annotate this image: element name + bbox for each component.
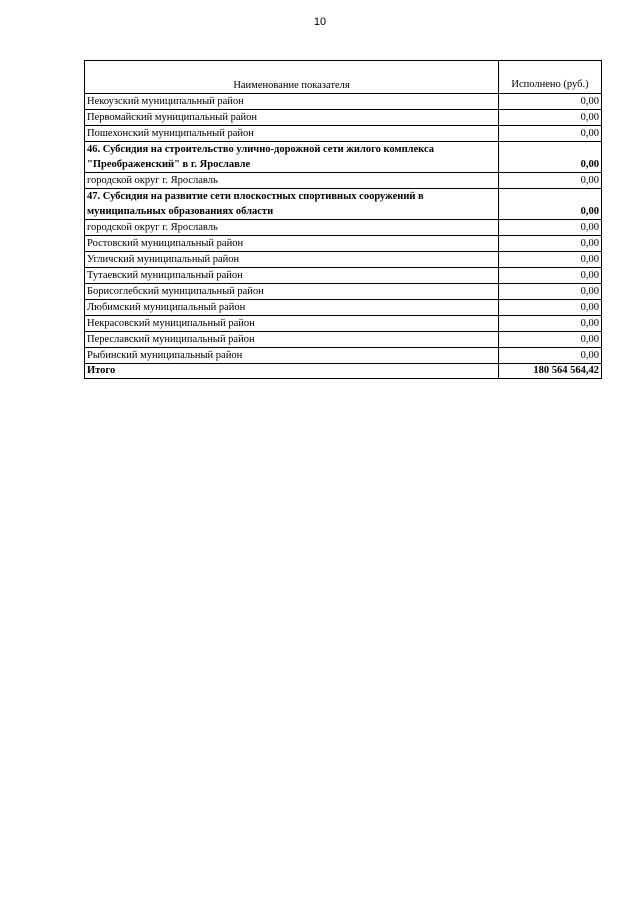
section-amount: 0,00: [499, 142, 602, 173]
row-name: Угличский муниципальный район: [85, 252, 499, 268]
total-amount: 180 564 564,42: [499, 364, 602, 379]
table-row: [85, 316, 602, 332]
table-header-row: [85, 61, 602, 94]
row-amount: 0,00: [499, 284, 602, 300]
report-table: [84, 60, 602, 379]
row-amount: 0,00: [499, 110, 602, 126]
total-row: [85, 364, 602, 379]
table-row: [85, 126, 602, 142]
column-header-name: Наименование показателя: [85, 61, 499, 94]
row-amount: 0,00: [499, 300, 602, 316]
table-row: [85, 284, 602, 300]
row-name: Некрасовский муниципальный район: [85, 316, 499, 332]
row-name: городской округ г. Ярославль: [85, 220, 499, 236]
table-row: [85, 94, 602, 110]
section-amount: 0,00: [499, 189, 602, 220]
row-name: Любимский муниципальный район: [85, 300, 499, 316]
row-name: городской округ г. Ярославль: [85, 173, 499, 189]
row-name: Переславский муниципальный район: [85, 332, 499, 348]
row-name: Тутаевский муниципальный район: [85, 268, 499, 284]
table-row: [85, 332, 602, 348]
total-label: Итого: [85, 364, 499, 379]
row-amount: 0,00: [499, 332, 602, 348]
row-amount: 0,00: [499, 173, 602, 189]
row-amount: 0,00: [499, 252, 602, 268]
table-row: [85, 268, 602, 284]
table-row: [85, 348, 602, 364]
row-name: Ростовский муниципальный район: [85, 236, 499, 252]
table-row: [85, 173, 602, 189]
table-row: [85, 300, 602, 316]
row-name: Рыбинский муниципальный район: [85, 348, 499, 364]
table-row: [85, 110, 602, 126]
row-amount: 0,00: [499, 316, 602, 332]
section-row: [85, 142, 602, 173]
row-name: Первомайский муниципальный район: [85, 110, 499, 126]
row-name: Борисоглебский муниципальный район: [85, 284, 499, 300]
section-name: 46. Субсидия на строительство улично-дорожной сети жилого комплекса "Преображенский" в г. Ярославле: [85, 142, 499, 173]
table-row: [85, 252, 602, 268]
page-number: 10: [313, 16, 327, 28]
section-name: 47. Субсидия на развитие сети плоскостных спортивных сооружений в муниципальных образованиях области: [85, 189, 499, 220]
table-row: [85, 236, 602, 252]
column-header-amount: Исполнено (руб.): [499, 61, 602, 94]
row-amount: 0,00: [499, 236, 602, 252]
table-body: [85, 94, 602, 379]
table-row: [85, 220, 602, 236]
row-name: Пошехонский муниципальный район: [85, 126, 499, 142]
row-amount: 0,00: [499, 220, 602, 236]
row-amount: 0,00: [499, 348, 602, 364]
section-row: [85, 189, 602, 220]
row-amount: 0,00: [499, 126, 602, 142]
row-name: Некоузский муниципальный район: [85, 94, 499, 110]
row-amount: 0,00: [499, 268, 602, 284]
row-amount: 0,00: [499, 94, 602, 110]
